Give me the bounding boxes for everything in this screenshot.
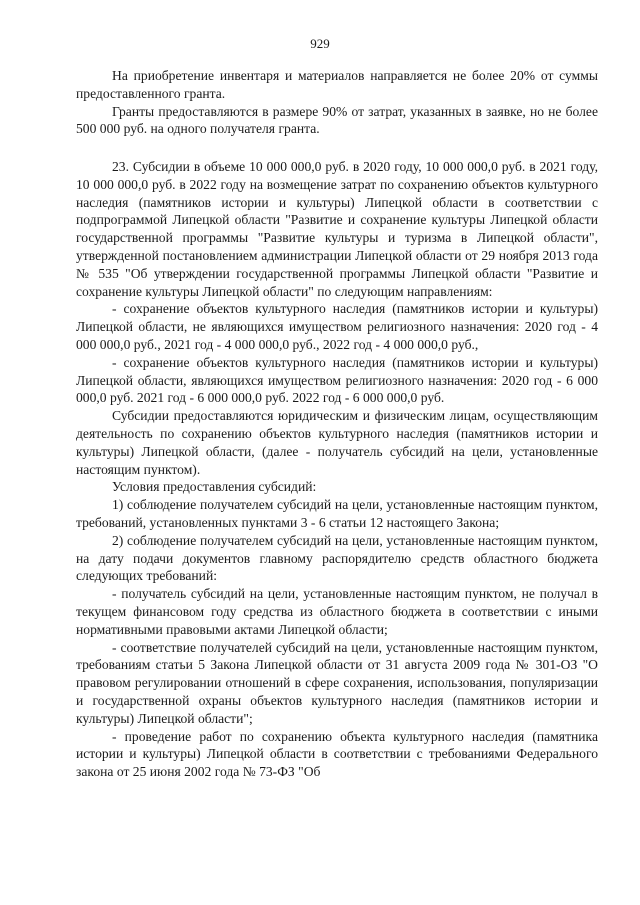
text-block-main [76, 158, 598, 781]
paragraph: - сохранение объектов культурного наследия (памятников истории и культуры) Липецкой области, не являющихся имуществом религиозного назначения: 2020 год - 4 000 000,0 руб., 2021 год - 4 000 000,0 руб., 2022 год - 4 000 000,0 руб., [76, 301, 598, 352]
paragraph: Субсидии предоставляются юридическим и физическим лицам, осуществляющим деятельность по сохранению объектов культурного наследия (памятников истории и культуры) Липецкой области, (далее - получатель субсидий на цели, установленные настоящим пунктом). [76, 408, 598, 477]
text-block-top [76, 67, 598, 138]
paragraph: - получатель субсидий на цели, установленные настоящим пунктом, не получал в текущем финансовом году средства из областного бюджета в соответствии с иными нормативными правовыми актами Липецкой области; [76, 586, 598, 637]
paragraph: Гранты предоставляются в размере 90% от затрат, указанных в заявке, но не более 500 000 руб. на одного получателя гранта. [76, 103, 598, 137]
paragraph: 1) соблюдение получателем субсидий на цели, установленные настоящим пунктом, требований, установленных пунктами 3 - 6 статьи 12 настоящего Закона; [76, 497, 598, 530]
paragraph: Условия предоставления субсидий: [112, 479, 317, 495]
paragraph: - соответствие получателей субсидий на цели, установленные настоящим пунктом, требованиям статьи 5 Закона Липецкой области от 31 августа 2009 года № 301-ОЗ "О правовом регулировании отношений в сфере сохранения, использования, популяризации и государственной охраны объектов культурного наследия (памятников истории и культуры) Липецкой области"; [76, 639, 598, 726]
paragraph: На приобретение инвентаря и материалов направляется не более 20% от суммы предоставленного гранта. [76, 68, 598, 101]
paragraph-item-23: 23. Субсидии в объеме 10 000 000,0 руб. в 2020 году, 10 000 000,0 руб. в 2021 году, 10 000 000,0 руб. в 2022 году на возмещение затрат по сохранению объектов культурного наследия (памятников истории и культуры) Липецкой области в соответствии с подпрограммой Липецкой области "Развитие и сохранение культуры Липецкой области государственной программы "Развитие культуры и туризма в Липецкой области", утвержденной постановлением администрации Липецкой области от 29 ноября 2013 года № 535 "Об утверждении государственной программы Липецкой области "Развитие и сохранение культуры Липецкой области" по следующим направлениям: [76, 159, 598, 299]
paragraph: - сохранение объектов культурного наследия (памятников истории и культуры) Липецкой области, являющихся имуществом религиозного назначения: 2020 год - 6 000 000,0 руб. 2021 год - 6 000 000,0 руб. 2022 год - 6 000 000,0 руб. [76, 354, 598, 406]
paragraph: 2) соблюдение получателем субсидий на цели, установленные настоящим пунктом, на дату подачи документов главному распорядителю средств областного бюджета следующих требований: [76, 532, 598, 584]
page-number: 929 [310, 36, 330, 51]
paragraph: - проведение работ по сохранению объекта культурного наследия (памятника истории и культуры) Липецкой области в соответствии с требованиями Федерального закона от 25 июня 2002 года № 73-ФЗ "Об [76, 728, 598, 780]
